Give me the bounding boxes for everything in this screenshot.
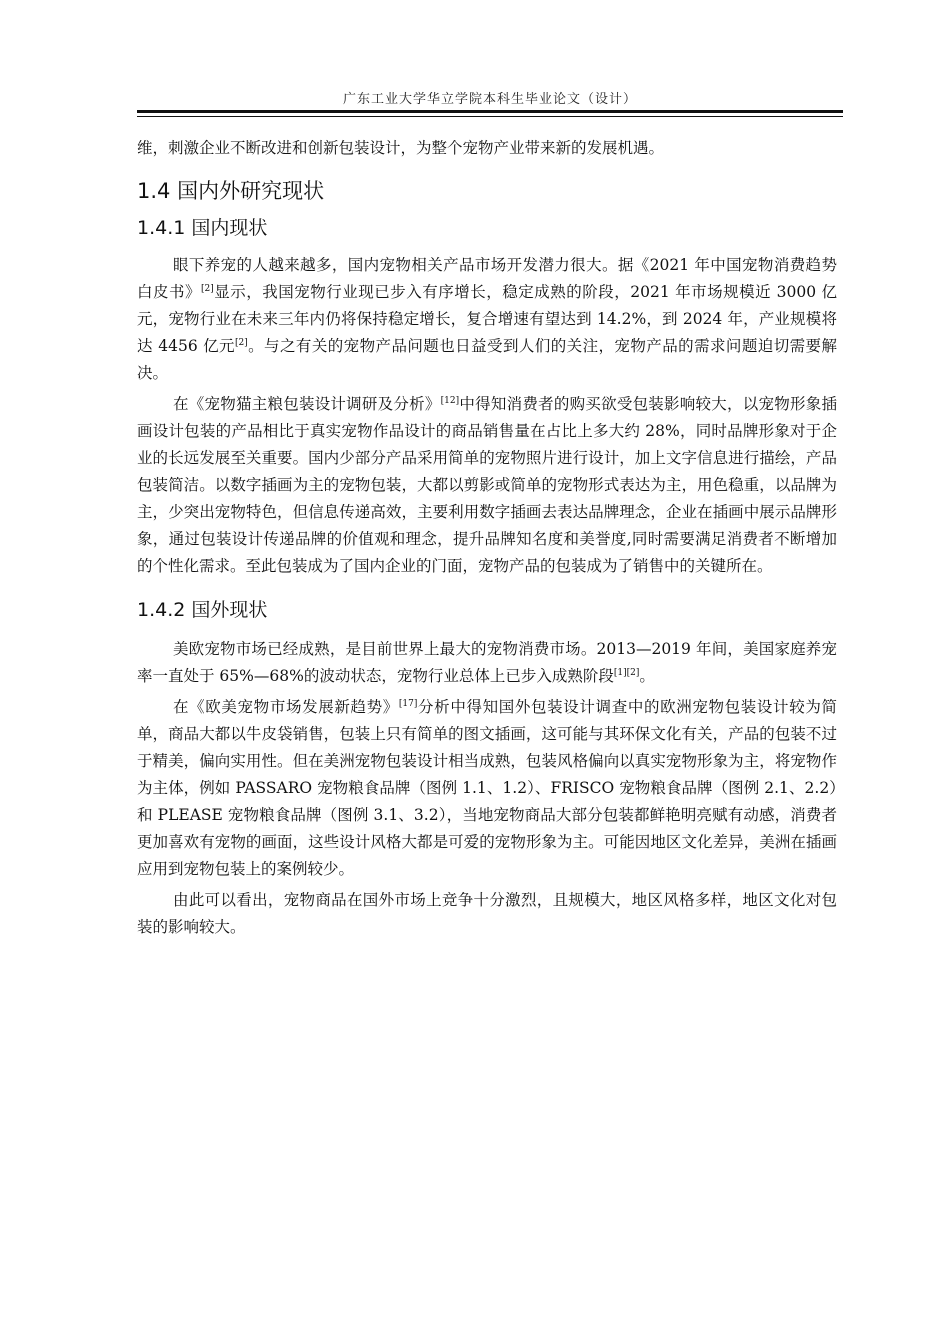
domestic-paragraph-1 <box>137 252 837 387</box>
continuation-paragraph: 维，刺激企业不断改进和创新包装设计，为整个宠物产业带来新的发展机遇。 <box>137 139 665 157</box>
section-heading-1-4-1: 1.4.1 国内现状 <box>137 217 268 239</box>
foreign-paragraph-2 <box>137 694 837 883</box>
paragraph-text: 中得知消费者的购买欲受包装影响较大，以宠物形象插画设计包装的产品相比于真实宠物作品设计的商品销售量在占比上多大约 28%，同时品牌形象对于企业的长远发展至关重要。国内少部分产品采用简单的宠物照片进行设计，加上文字信息进行描绘，产品包装简洁。以数字插画为主的宠物包装，大都以剪影或简单的宠物形式表达为主，用色稳重，以品牌为主，少突出宠物特色，但信息传递高效，主要利用数字插画去表达品牌理念，企业在插画中展示品牌形象，通过包装设计传递品牌的价值观和理念，提升品牌知名度和美誉度,同时需要满足消费者不断增加的个性化需求。至此包装成为了国内企业的门面，宠物产品的包装成为了销售中的关键所在。 <box>137 395 837 575</box>
section-heading-1-4-2: 1.4.2 国外现状 <box>137 599 268 621</box>
paragraph-text: 在《欧美宠物市场发展新趋势》 <box>173 698 399 716</box>
running-header: 广东工业大学华立学院本科生毕业论文（设计） <box>342 92 637 107</box>
citation: [17] <box>398 699 418 709</box>
section-heading-1-4: 1.4 国内外研究现状 <box>137 179 325 203</box>
citation: [1][2] <box>613 668 640 678</box>
paragraph-text: 显示，我国宠物行业现已步入有序增长，稳定成熟的阶段，2021 年市场规模近 3000 亿元，宠物行业在未来三年内仍将保持稳定增长，复合增速有望达到 14.2%，到 2024 年，产业规模将达 4456 亿元 <box>137 283 837 355</box>
paragraph-text: 眼下养宠的人越来越多，国内宠物相关产品市场开发潜力很大。据《2021 年中国宠物消费趋势白皮书》 <box>137 256 837 301</box>
paragraph-text: 分析中得知国外包装设计调查中的欧洲宠物包装设计较为简单，商品大都以牛皮袋销售，包装上只有简单的图文插画，这可能与其环保文化有关，产品的包装不过于精美，偏向实用性。但在美洲宠物包装设计相当成熟，包装风格偏向以真实宠物形象为主，将宠物作为主体，例如 PASSARO 宠物粮食品牌（图例 1.1、1.2）、FRISCO 宠物粮食品牌（图例 2.1、2.2）和 PLEASE 宠物粮食品牌（图例 3.1、3.2），当地宠物商品大部分包装都鲜艳明亮赋有动感，消费者更加喜欢有宠物的画面，这些设计风格大都是可爱的宠物形象为主。可能因地区文化差异，美洲在插画应用到宠物包装上的案例较少。 <box>137 698 837 878</box>
paragraph-text: 。与之有关的宠物产品问题也日益受到人们的关注，宠物产品的需求问题迫切需要解决。 <box>137 337 837 382</box>
header-rule-thick <box>137 110 843 113</box>
header-rule-thin <box>137 116 843 117</box>
paragraph-text: 美欧宠物市场已经成熟，是目前世界上最大的宠物消费市场。2013—2019 年间，美国家庭养宠率一直处于 65%—68%的波动状态，宠物行业总体上已步入成熟阶段 <box>137 640 837 685</box>
domestic-paragraph-2 <box>137 391 837 580</box>
paragraph-text: 在《宠物猫主粮包装设计调研及分析》 <box>173 395 441 413</box>
paragraph-text: 。 <box>639 667 655 685</box>
foreign-paragraph-1 <box>137 636 837 690</box>
body-content <box>137 135 837 941</box>
citation: [12] <box>440 396 460 406</box>
foreign-paragraph-3: 由此可以看出，宠物商品在国外市场上竞争十分激烈，且规模大，地区风格多样，地区文化对包装的影响较大。 <box>137 891 837 936</box>
citation: [2] <box>234 338 248 348</box>
citation: [2] <box>201 284 214 294</box>
